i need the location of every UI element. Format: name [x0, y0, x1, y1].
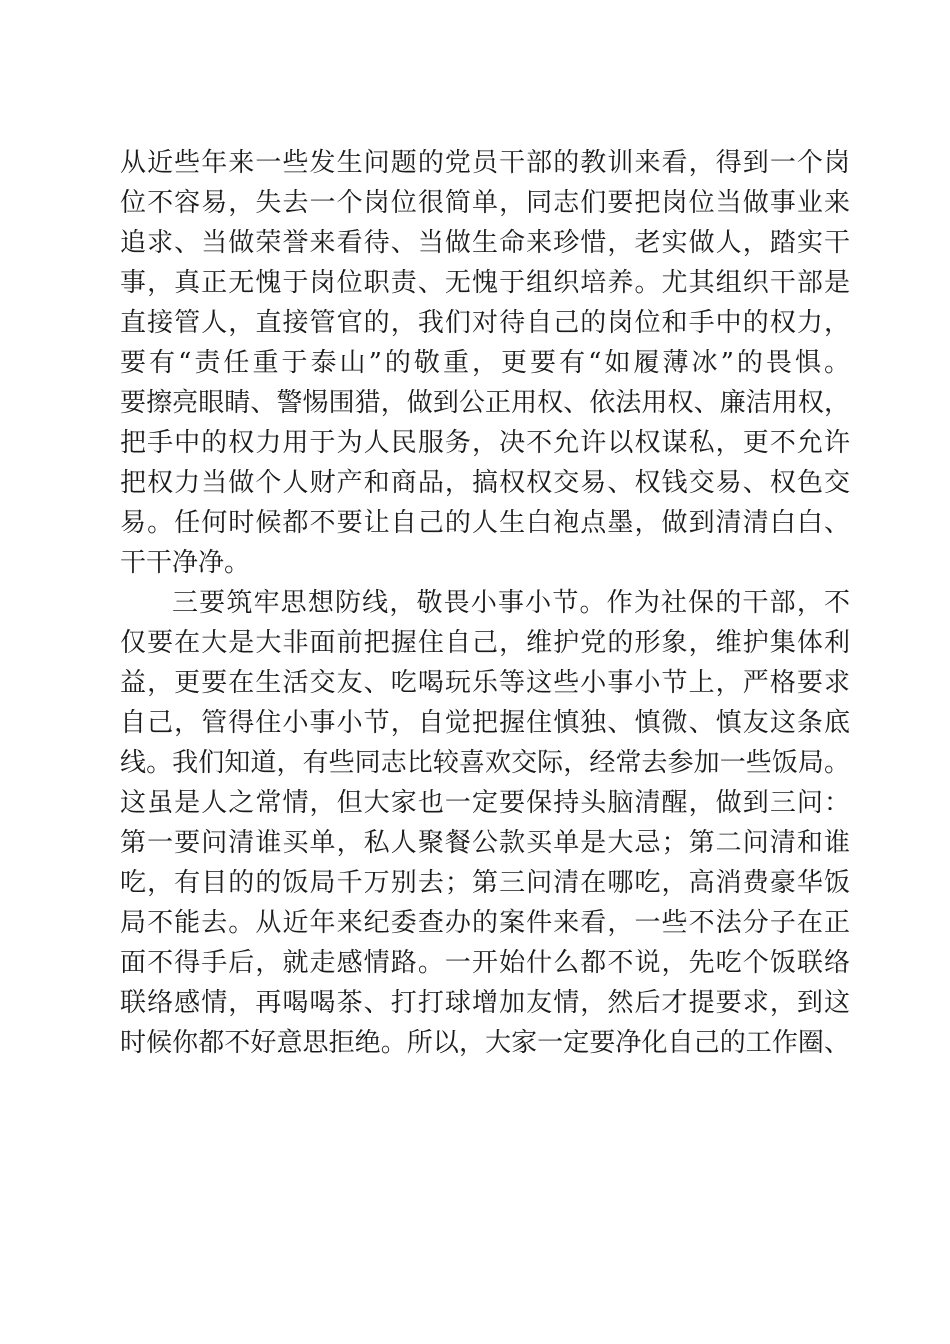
text-line: 从近些年来一些发生问题的党员干部的教训来看，得到一个岗 — [120, 148, 850, 178]
text-line: 把手中的权力用于为人民服务，决不允许以权谋私，更不允许 — [120, 428, 850, 458]
text-line: 三要筑牢思想防线，敬畏小事小节。作为社保的干部，不 — [172, 588, 850, 618]
text-line: 联络感情，再喝喝茶、打打球增加友情，然后才提要求，到这 — [120, 988, 850, 1018]
text-line: 面不得手后，就走感情路。一开始什么都不说，先吃个饭联络 — [120, 948, 850, 978]
text-line: 把权力当做个人财产和商品，搞权权交易、权钱交易、权色交 — [120, 468, 850, 498]
text-line: 局不能去。从近年来纪委查办的案件来看，一些不法分子在正 — [120, 908, 850, 938]
text-line: 干干净净。 — [120, 548, 251, 578]
text-line: 吃，有目的的饭局千万别去；第三问清在哪吃，高消费豪华饭 — [120, 868, 850, 898]
text-line: 第一要问清谁买单，私人聚餐公款买单是大忌；第二问清和谁 — [120, 828, 850, 858]
text-line: 位不容易，失去一个岗位很简单，同志们要把岗位当做事业来 — [120, 188, 850, 218]
text-line: 仅要在大是大非面前把握住自己，维护党的形象，维护集体利 — [120, 628, 850, 658]
text-line: 这虽是人之常情，但大家也一定要保持头脑清醒，做到三问： — [120, 788, 850, 818]
text-line: 要擦亮眼睛、警惕围猎，做到公正用权、依法用权、廉洁用权， — [120, 388, 850, 418]
text-line: 易。任何时候都不要让自己的人生白袍点墨，做到清清白白、 — [120, 508, 850, 538]
text-line: 时候你都不好意思拒绝。所以，大家一定要净化自己的工作圈、 — [120, 1028, 850, 1058]
text-line: 追求、当做荣誉来看待、当做生命来珍惜，老实做人，踏实干 — [120, 228, 850, 258]
text-line: 要有“责任重于泰山”的敬重，更要有“如履薄冰”的畏惧。 — [120, 348, 850, 378]
body-text — [120, 143, 850, 1063]
text-line: 自己，管得住小事小节，自觉把握住慎独、慎微、慎友这条底 — [120, 708, 850, 738]
text-line: 线。我们知道，有些同志比较喜欢交际，经常去参加一些饭局。 — [120, 748, 850, 778]
text-line: 事，真正无愧于岗位职责、无愧于组织培养。尤其组织干部是 — [120, 268, 850, 298]
text-line: 直接管人，直接管官的，我们对待自己的岗位和手中的权力， — [120, 308, 850, 338]
text-line: 益，更要在生活交友、吃喝玩乐等这些小事小节上，严格要求 — [120, 668, 850, 698]
